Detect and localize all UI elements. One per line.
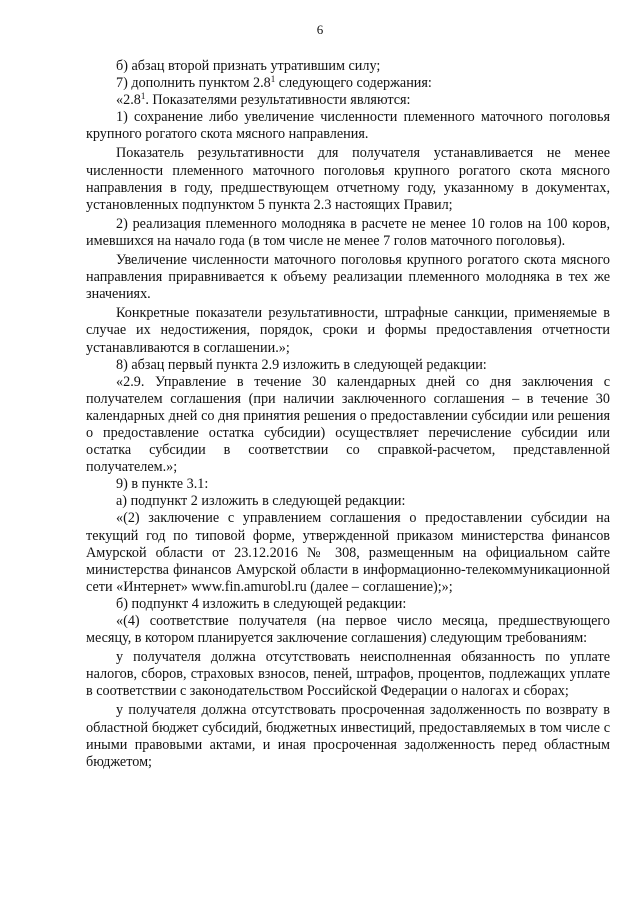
paragraph-no-overdue-debt: у получателя должна отсутствовать просроченная задолженность по возврату в областной бюджет субсидий, бюджетных инвестиций, предоставляемых в том числе с иными правовыми актами, и иная просроченная задолженность перед областным бюджетом; — [86, 702, 610, 770]
paragraph-specific-indicators: Конкретные показатели результативности, штрафные санкции, применяемые в случае их недостижения, порядок, сроки и формы предоставления отчетности устанавливаются в соглашении.»; — [86, 305, 610, 356]
page-number: 6 — [316, 22, 324, 37]
paragraph-requirements: «(4) соответствие получателя (на первое число месяца, предшествующего месяцу, в котором планируется заключение соглашения) следующим требованиям: — [86, 613, 610, 647]
paragraph-punkt-2-9: «2.9. Управление в течение 30 календарных дней со дня заключения с получателем соглашения (при наличии заключенного соглашения – в течение 30 календарных дней со дня принятия решения о предоставлении субсидии или решения о предоставление остатка субсидии) осуществляет перечисление субсидии или остатка субсидии в соответствии со справкой-расчетом, представленной получателем.»; — [86, 373, 610, 476]
paragraph-podpunkt-b: б) подпункт 4 изложить в следующей редакции: — [116, 595, 407, 612]
paragraph-punkt-9: 9) в пункте 3.1: — [116, 476, 209, 493]
paragraph-indicator-2: 2) реализация племенного молодняка в расчете не менее 10 голов на 100 коров, имевшихся на начало года (в том числе не менее 7 голов маточного поголовья). — [86, 215, 610, 249]
paragraph-no-tax-debt: у получателя должна отсутствовать неисполненная обязанность по уплате налогов, сборов, страховых взносов, пеней, штрафов, процентов, подлежащих уплате в соответствии с законодательством Российской Федерации о налогах и сборах; — [86, 649, 610, 700]
paragraph-indicator-1-detail: Показатель результативности для получателя устанавливается не менее численности племенного маточного поголовья крупного рогатого скота мясного направления в году, предшествующем отчетному году, указанному в документах, установленных подпунктом 5 пункта 2.3 настоящих Правил; — [86, 145, 610, 213]
paragraph-increase-equivalence: Увеличение численности маточного поголовья крупного рогатого скота мясного направления приравнивается к объему реализации племенного молодняка в тех же значениях. — [86, 252, 610, 303]
paragraph-punkt-8: 8) абзац первый пункта 2.9 изложить в следующей редакции: — [116, 356, 487, 373]
paragraph-agreement: «(2) заключение с управлением соглашения о предоставлении субсидии на текущий год по типовой форме, утвержденной приказом министерства финансов Амурской области от 23.12.2016 № 308, размещенным на официальном сайте министерства финансов Амурской области в информационно-телекоммуникационной сети «Интернет» www.fin.amurobl.ru (далее – соглашение);»; — [86, 510, 610, 595]
paragraph-punkt-2-8-1: «$2.8^1$. Показателями результативности являются: — [116, 91, 411, 109]
paragraph-indicator-1: 1) сохранение либо увеличение численности племенного маточного поголовья крупного рогатого скота мясного направления. — [86, 109, 610, 143]
paragraph-podpunkt-a: а) подпункт 2 изложить в следующей редакции: — [116, 493, 406, 510]
document-body — [86, 58, 610, 771]
paragraph-abzac-vtoroy: б) абзац второй признать утратившим силу; — [116, 58, 381, 74]
paragraph-punkt-7: 7) дополнить пунктом $2.8^1$ следующего содержания: — [116, 74, 432, 92]
